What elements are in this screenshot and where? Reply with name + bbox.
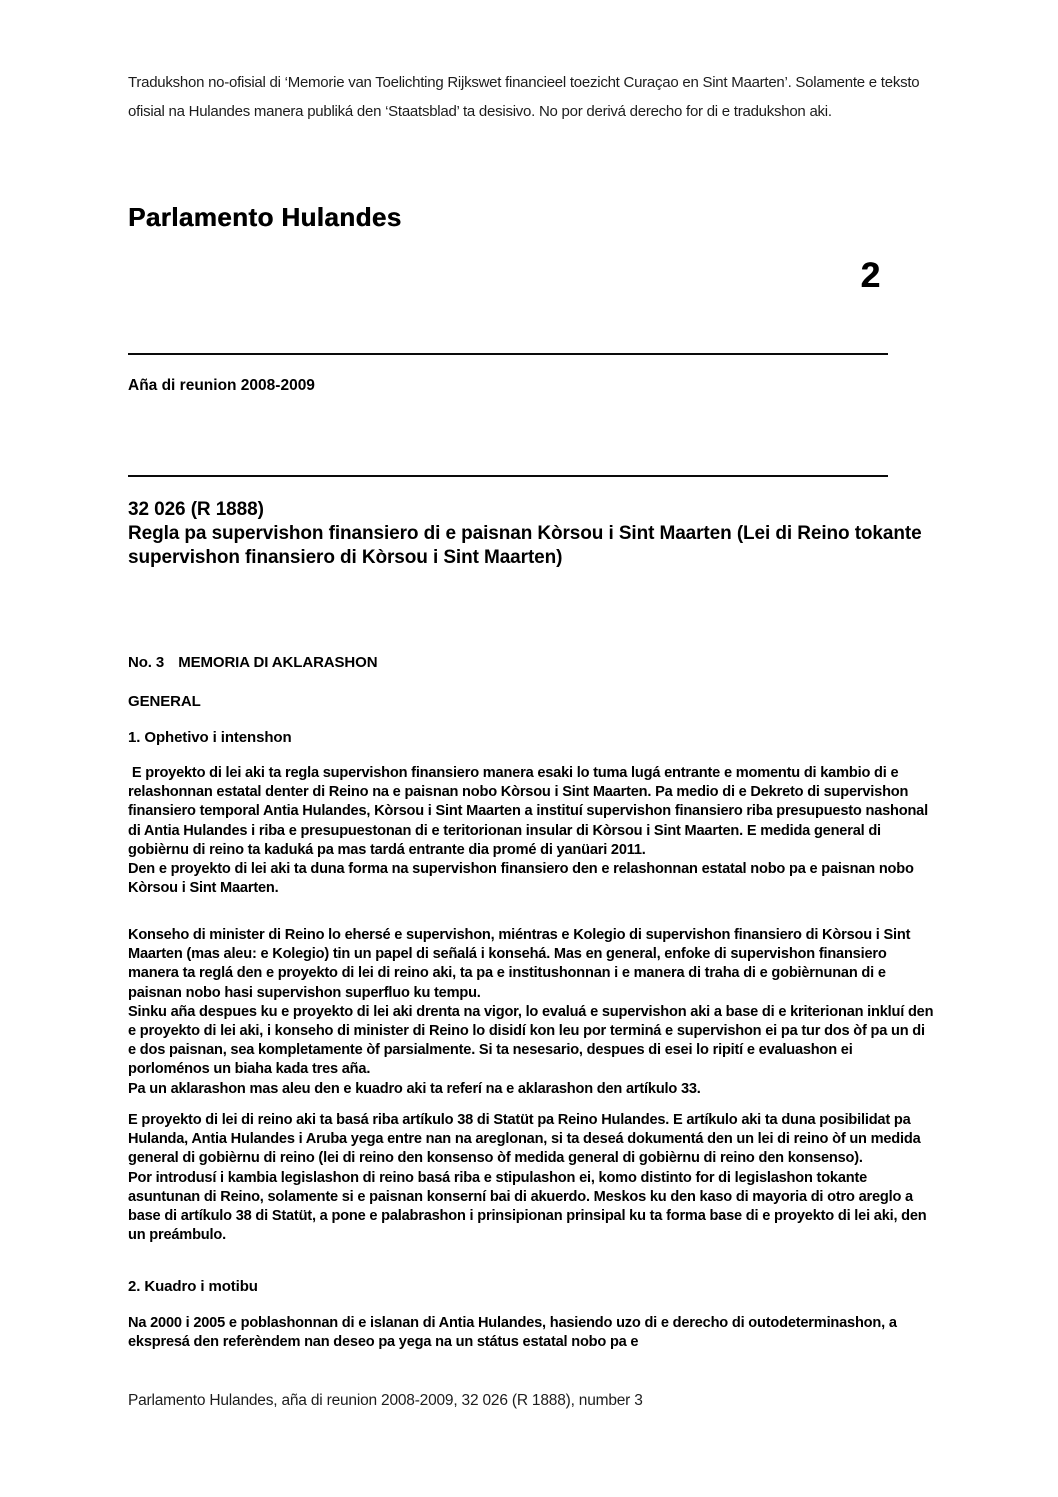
paragraph xyxy=(128,1314,936,1352)
horizontal-rule-top xyxy=(128,353,888,355)
disclaimer-text: Tradukshon no-ofisial di ‘Memorie van Toelichting Rijkswet financieel toezicht Curaçao en Sint Maarten’. Solamente e teksto ofisial na Hulandes manera publiká den ‘Staatsblad’ ta desisivo. No por derivá derecho for di e tradukshon aki. xyxy=(128,74,924,120)
paragraph-text: Konseho di minister di Reino lo ehersé e supervishon, miéntras e Kolegio di supervishon finansiero di Kòrsou i Sint Maarten (mas aleu: e Kolegio) tin un papel di señalá i konsehá. Mas en general, enfoke di supervishon finansiero manera ta reglá den e proyekto di lei di reino aki, ta pa e institushonnan i e manera di traha di e gobièrnunan di e paisnan nobo hasi supervishon superfluo ku tempu. xyxy=(128,927,915,1001)
paragraph-text: Pa un aklarashon mas aleu den e kuadro aki ta referí na e aklarashon den artíkulo 33. xyxy=(128,1080,701,1097)
paragraph-text: E proyekto di lei di reino aki ta basá riba artíkulo 38 di Statüt pa Reino Hulandes. E artíkulo aki ta duna posibilidat pa Hulanda, Antia Hulandes i Aruba yega entre nan na areglonan, si ta deseá dokumentá den un lei di reino òf un medida general di gobièrnu di reino (lei di reino den konsenso òf medida general di gobièrnu di reino den konsenso). xyxy=(128,1112,925,1167)
dossier-title: Regla pa supervishon finansiero di e paisnan Kòrsou i Sint Maarten (Lei di Reino tokante supervishon finansiero di Kòrsou i Sint Maarten) xyxy=(128,523,922,568)
dossier-number: 32 026 (R 1888) xyxy=(128,499,264,520)
memoria-number-label: No. 3 xyxy=(128,654,165,671)
paragraph xyxy=(128,926,936,1099)
paragraph-text: Den e proyekto di lei aki ta duna forma na supervishon finansiero den e relashonnan estatal nobo pa e paisnan nobo Kòrsou i Sint Maarten. xyxy=(128,861,918,897)
memoria-heading-text: MEMORIA DI AKLARASHON xyxy=(178,654,378,671)
memoria-heading xyxy=(128,654,377,671)
horizontal-rule-middle xyxy=(128,475,888,477)
paragraph xyxy=(128,764,936,898)
paragraph-text: Sinku aña despues ku e proyekto di lei aki drenta na vigor, lo evaluá e supervishon aki a base di e kriterionan inkluí den e proyekto di lei aki, i konseho di minister di Reino lo disidí kon leu por terminá e supervishon ei pa tur dos òf pa un di e dos paisnan, sea kompletamente òf parsialmente. Si ta nesesario, despues di esei lo ripití e evaluashon ei porloménos un biaha kada tres aña. xyxy=(128,1003,938,1078)
dossier-heading xyxy=(128,498,936,570)
page-footer: Parlamento Hulandes, aña di reunion 2008-2009, 32 026 (R 1888), number 3 xyxy=(128,1392,643,1409)
paragraph xyxy=(128,1111,936,1245)
paragraph-text: Por introdusí i kambia legislashon di reino basá riba e stipulashon ei, komo distinto for di legislashon tokante asuntunan di Reino, solamente si e paisnan konserní bai di akuerdo. Meskos ku den kaso di mayoria di otro areglo a base di artíkulo 38 di Statüt, a pone e palabrashon i prinsipionan prinsipal ku ta forma base di e proyekto di lei aki, den un preámbulo. xyxy=(128,1169,931,1244)
session-year-line: Aña di reunion 2008-2009 xyxy=(128,377,315,394)
organization-title: Parlamento Hulandes xyxy=(128,202,402,232)
section-1-heading: 1. Ophetivo i intenshon xyxy=(128,729,292,746)
paragraph-text: Na 2000 i 2005 e poblashonnan di e islanan di Antia Hulandes, hasiendo uzo di e derecho di outodeterminashon, a ekspresá den referèndem nan deseo pa yega na un státus estatal nobo pa e xyxy=(128,1315,901,1351)
general-heading: GENERAL xyxy=(128,693,201,710)
page-number: 2 xyxy=(860,256,880,295)
paragraph-text: E proyekto di lei aki ta regla supervishon finansiero manera esaki lo tuma lugá entrante e momentu di kambio di e relashonnan estatal denter di Reino na e paisnan nobo Kòrsou i Sint Maarten. Pa medio di e Dekreto di supervishon finansiero temporal Antia Hulandes, Kòrsou i Sint Maarten a instituí supervishon finansiero riba presupuesto nashonal di Antia Hulandes i riba e presupuestonan di e teritorionan insular di Kòrsou i Sint Maarten. E medida general di gobièrnu di reino ta kaduká pa mas tardá entrante dia promé di yanüari 2011. xyxy=(128,765,932,858)
section-2-heading: 2. Kuadro i motibu xyxy=(128,1278,258,1295)
